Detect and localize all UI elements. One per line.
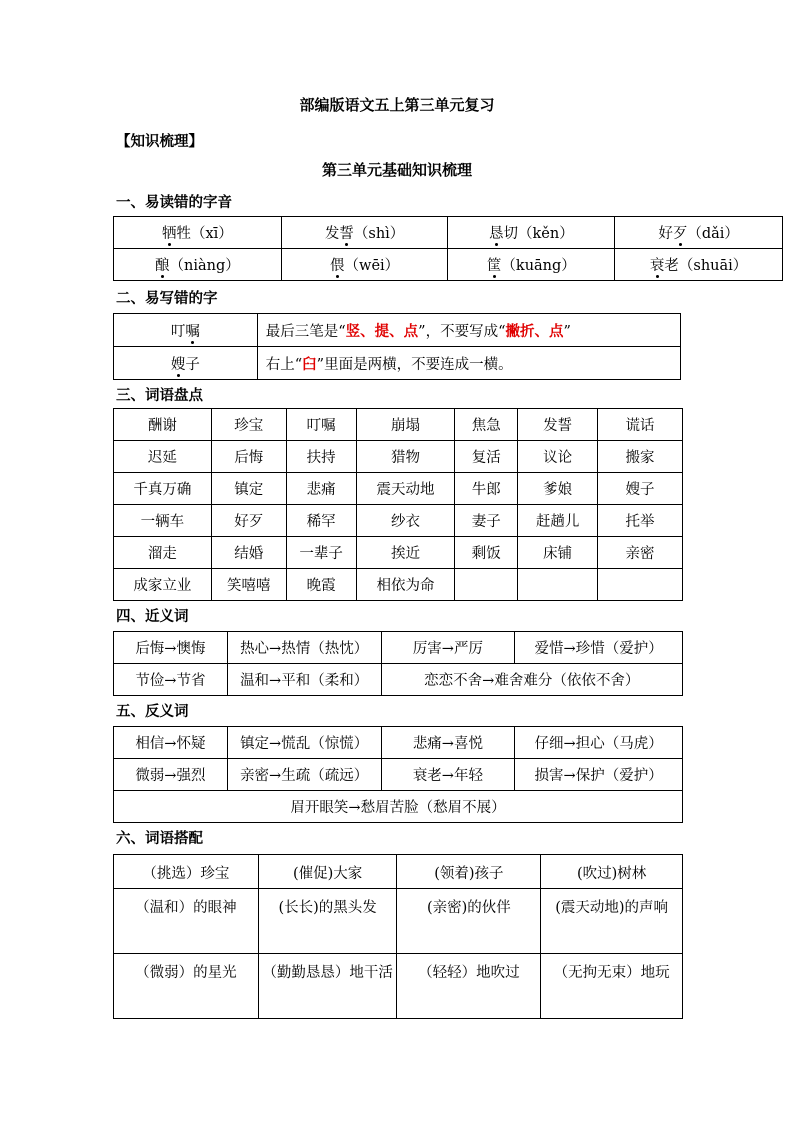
pron-cell: 偎（wēi） [281,249,448,281]
synonym-cell: 厉害→严厉 [381,632,515,664]
synonym-cell: 爱惜→珍惜（爱护） [515,632,683,664]
vocab-cell: 猎物 [356,441,455,473]
vocab-cell: 后悔 [211,441,286,473]
vocab-cell: 震天动地 [356,473,455,505]
antonym-cell: 亲密→生疏（疏远） [227,759,381,791]
vocab-cell: 迟延 [114,441,212,473]
vocab-cell: 相依为命 [356,569,455,601]
vocab-cell: 一辈子 [286,537,356,569]
vocab-cell: 纱衣 [356,505,455,537]
vocab-cell: 牛郎 [455,473,518,505]
antonym-table [113,726,683,823]
collocation-cell: （微弱）的星光 [114,954,259,1019]
pron-cell: 恳切（kěn） [448,217,615,249]
antonym-cell: 悲痛→喜悦 [381,727,515,759]
vocab-cell: 爹娘 [518,473,598,505]
collocation-cell: （无拘无束）地玩 [541,954,683,1019]
antonym-cell: 损害→保护（爱护） [515,759,683,791]
synonym-cell: 后悔→懊悔 [114,632,228,664]
sec2-heading: 二、易写错的字 [116,291,218,307]
knowledge-label: 【知识梳理】 [116,134,203,150]
antonym-cell: 微弱→强烈 [114,759,228,791]
vocab-cell: 发誓 [518,409,598,441]
collocation-cell: (亲密)的伙伴 [397,889,541,954]
pron-cell: 发誓（shì） [281,217,448,249]
synonym-cell: 温和→平和（柔和） [227,664,381,696]
vocab-cell: 扶持 [286,441,356,473]
antonym-cell: 仔细→担心（马虎） [515,727,683,759]
sec6-heading: 六、词语搭配 [116,831,203,847]
vocab-cell: 千真万确 [114,473,212,505]
pron-cell: 好歹（dǎi） [615,217,783,249]
vocab-cell: 议论 [518,441,598,473]
vocab-cell: 赶趟儿 [518,505,598,537]
antonym-cell: 眉开眼笑→愁眉苦脸（愁眉不展） [114,791,683,823]
explanation-cell: 右上“臼”里面是两横，不要连成一横。 [257,347,680,380]
vocab-cell [518,569,598,601]
vocab-row [114,409,683,441]
collocation-cell: (震天动地)的声响 [541,889,683,954]
vocab-cell: 床铺 [518,537,598,569]
vocab-cell [455,569,518,601]
writing-table [113,313,681,380]
vocab-cell [598,569,683,601]
vocab-cell: 一辆车 [114,505,212,537]
synonym-cell: 恋恋不舍→难舍难分（依依不舍） [381,664,682,696]
pron-cell: 衰老（shuāi） [615,249,783,281]
pron-cell: 牺牲（xī） [114,217,282,249]
vocab-cell: 溜走 [114,537,212,569]
vocab-cell: 稀罕 [286,505,356,537]
collocation-cell: (催促)大家 [258,855,397,889]
sec1-heading: 一、易读错的字音 [116,195,232,211]
page-title: 部编版语文五上第三单元复习 [299,96,495,114]
word-cell: 嫂子 [114,347,258,380]
vocab-cell: 悲痛 [286,473,356,505]
pron-cell: 酿（niàng） [114,249,282,281]
pronunciation-table [113,216,783,281]
collocation-cell: （勤勤恳恳）地干活 [258,954,397,1019]
vocab-row [114,569,683,601]
vocab-cell: 焦急 [455,409,518,441]
vocab-cell: 复活 [455,441,518,473]
antonym-cell: 衰老→年轻 [381,759,515,791]
collocation-cell: （轻轻）地吹过 [397,954,541,1019]
vocab-cell: 晚霞 [286,569,356,601]
vocab-cell: 酬谢 [114,409,212,441]
collocation-cell: (长长)的黑头发 [258,889,397,954]
synonym-table [113,631,683,696]
vocab-cell: 镇定 [211,473,286,505]
vocab-row [114,537,683,569]
vocab-cell: 笑嘻嘻 [211,569,286,601]
vocab-cell: 珍宝 [211,409,286,441]
collocation-cell: （温和）的眼神 [114,889,259,954]
vocab-row [114,505,683,537]
antonym-cell: 相信→怀疑 [114,727,228,759]
sec4-heading: 四、近义词 [116,609,189,625]
antonym-cell: 镇定→慌乱（惊慌） [227,727,381,759]
collocation-table [113,854,683,1019]
collocation-cell: (吹过)树林 [541,855,683,889]
explanation-cell: 最后三笔是“竖、提、点”，不要写成“撇折、点” [257,314,680,347]
vocab-cell: 谎话 [598,409,683,441]
synonym-cell: 节俭→节省 [114,664,228,696]
collocation-cell: (领着)孩子 [397,855,541,889]
vocab-cell: 托举 [598,505,683,537]
sec3-heading: 三、词语盘点 [116,388,203,404]
sec5-heading: 五、反义词 [116,704,189,720]
collocation-cell: （挑选）珍宝 [114,855,259,889]
vocab-cell: 剩饭 [455,537,518,569]
vocab-cell: 挨近 [356,537,455,569]
vocab-row [114,473,683,505]
vocab-cell: 叮嘱 [286,409,356,441]
vocab-cell: 嫂子 [598,473,683,505]
vocab-cell: 搬家 [598,441,683,473]
vocab-cell: 结婚 [211,537,286,569]
synonym-cell: 热心→热情（热忱） [227,632,381,664]
vocab-cell: 崩塌 [356,409,455,441]
vocab-cell: 亲密 [598,537,683,569]
vocab-cell: 妻子 [455,505,518,537]
vocab-cell: 成家立业 [114,569,212,601]
section-subtitle: 第三单元基础知识梳理 [321,161,472,179]
word-cell: 叮嘱 [114,314,258,347]
vocab-cell: 好歹 [211,505,286,537]
pron-cell: 筐（kuāng） [448,249,615,281]
vocab-row [114,441,683,473]
vocabulary-table [113,408,683,601]
